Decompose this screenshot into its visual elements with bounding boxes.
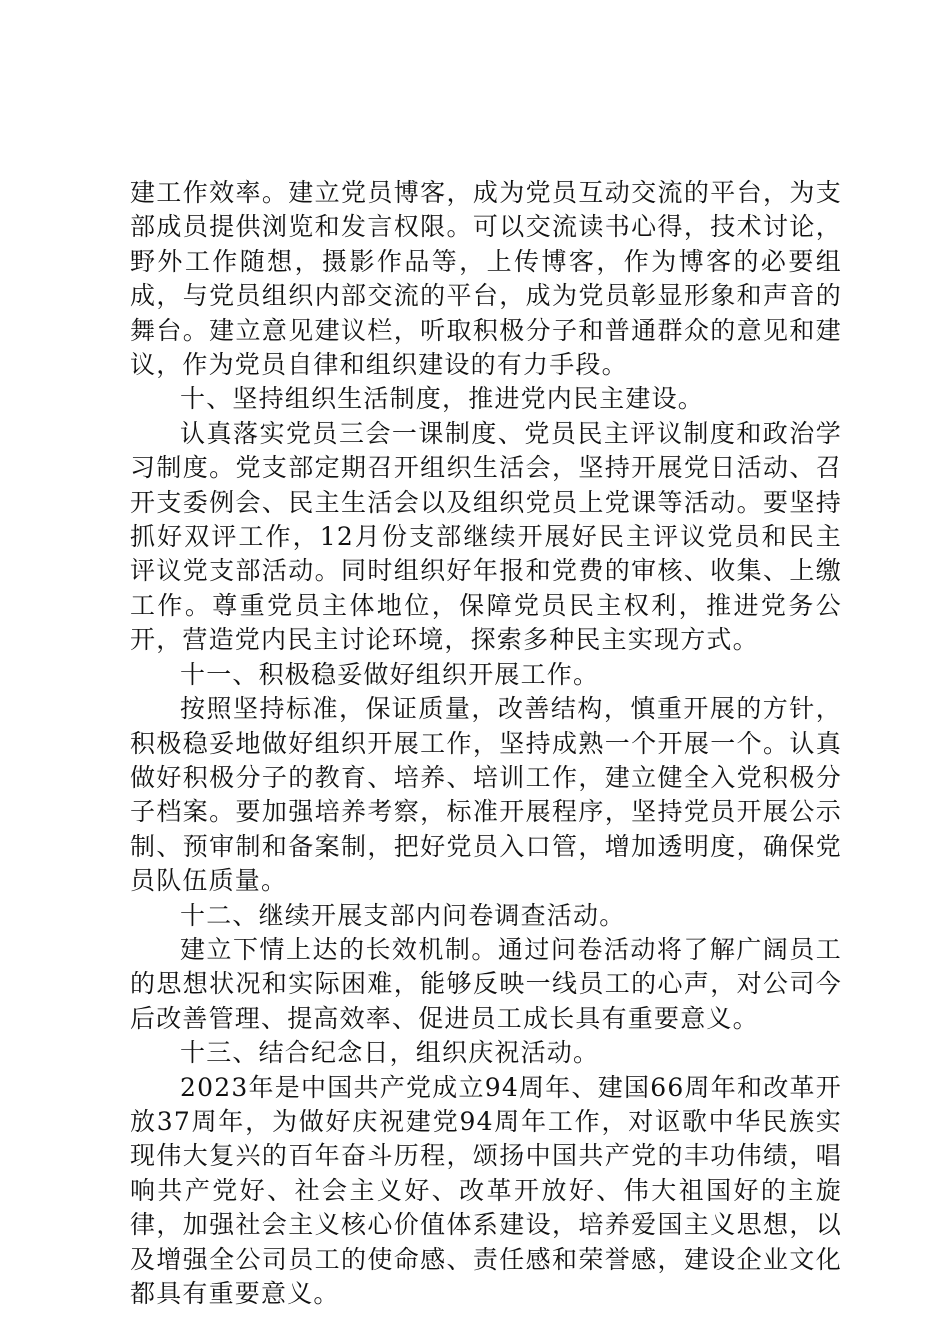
section-heading-13: 十三、结合纪念日，组织庆祝活动。 bbox=[180, 1038, 600, 1068]
paragraph-section-13: 2023年是中国共产党成立94周年、建国66周年和改革开放37周年，为做好庆祝建党94周年工作，对讴歌中华民族实现伟大复兴的百年奋斗历程，颂扬中国共产党的丰功伟绩，唱响共产党好、社会主义好、改革开放好、伟大祖国好的主旋律，加强社会主义核心价值体系建设，培养爱国主义思想，以及增强全公司员工的使命感、责任感和荣誉感，建设企业文化都具有重要意义。 bbox=[130, 1072, 842, 1308]
paragraph-section-11: 按照坚持标准，保证质量，改善结构，慎重开展的方针，积极稳妥地做好组织开展工作，坚持成熟一个开展一个。认真做好积极分子的教育、培养、培训工作，建立健全入党积极分子档案。要加强培养考察，标准开展程序，坚持党员开展公示制、预审制和备案制，把好党员入口管，增加透明度，确保党员队伍质量。 bbox=[130, 694, 842, 896]
document-body bbox=[130, 176, 842, 1311]
paragraph-blog-continuation: 建工作效率。建立党员博客，成为党员互动交流的平台，为支部成员提供浏览和发言权限。可以交流读书心得，技术讨论，野外工作随想，摄影作品等，上传博客，作为博客的必要组成，与党员组织内部交流的平台，成为党员彰显形象和声音的舞台。建立意见建议栏，听取积极分子和普通群众的意见和建议，作为党员自律和组织建设的有力手段。 bbox=[130, 178, 842, 380]
paragraph-section-10: 认真落实党员三会一课制度、党员民主评议制度和政治学习制度。党支部定期召开组织生活会，坚持开展党日活动、召开支委例会、民主生活会以及组织党员上党课等活动。要坚持抓好双评工作，12月份支部继续开展好民主评议党员和民主评议党支部活动。同时组织好年报和党费的审核、收集、上缴工作。尊重党员主体地位，保障党员民主权利，推进党务公开，营造党内民主讨论环境，探索多种民主实现方式。 bbox=[130, 418, 842, 655]
paragraph-section-12: 建立下情上达的长效机制。通过问卷活动将了解广阔员工的思想状况和实际困难，能够反映一线员工的心声，对公司今后改善管理、提高效率、促进员工成长具有重要意义。 bbox=[130, 934, 842, 1033]
section-heading-10: 十、坚持组织生活制度，推进党内民主建设。 bbox=[180, 384, 705, 414]
section-heading-11: 十一、积极稳妥做好组织开展工作。 bbox=[180, 659, 600, 689]
section-heading-12: 十二、继续开展支部内问卷调查活动。 bbox=[180, 900, 626, 930]
